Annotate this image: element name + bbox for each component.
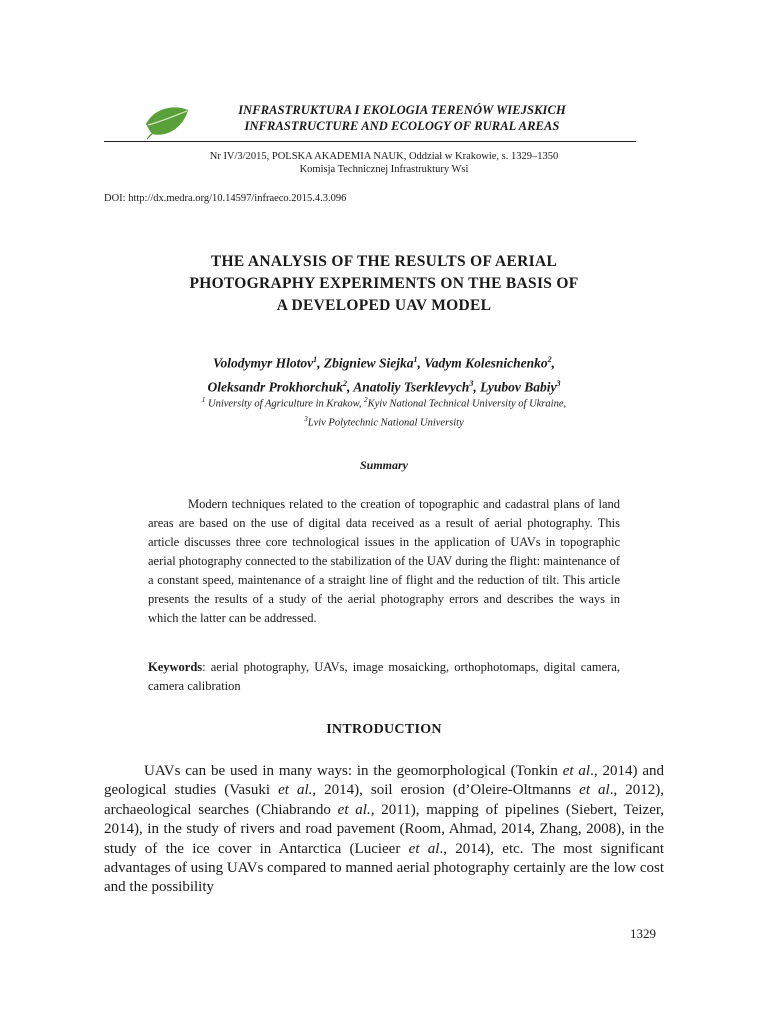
journal-header [104, 100, 636, 144]
author-name: Vadym Kolesnichenko [424, 355, 548, 371]
summary-heading: Summary [359, 458, 408, 472]
author-sep: , [317, 355, 324, 371]
title-line-2: PHOTOGRAPHY EXPERIMENTS ON THE BASIS OF [189, 275, 579, 292]
leaf-icon [144, 104, 192, 140]
intro-text-span: ., 2014) and geological studies (Vasuki [104, 763, 664, 799]
doi-link[interactable]: DOI: http://dx.medra.org/10.14597/infraeco.2015.4.3.096 [104, 193, 347, 204]
affil-sup: 1 [201, 396, 206, 404]
journal-title [202, 102, 602, 134]
journal-title-pl: INFRASTRUKTURA I EKOLOGIA TERENÓW WIEJSKICH [238, 103, 566, 117]
affiliation-1: University of Agriculture in Krakow, [205, 398, 365, 410]
author-sep: , [473, 379, 481, 394]
intro-text-span: 2011), mapping of pipelines (Siebert, Teizer, 2014), in the study of rivers and road pavement (Room, Ahmad, 2014, Zhang, 2008), in the study of the ice cover in Antarctica (Lucieer [104, 801, 665, 857]
author-affil-sup: 3 [556, 378, 561, 388]
author-name: Volodymyr Hlotov [212, 355, 314, 371]
committee-line: Komisja Technicznej Infrastruktury Wsi [299, 164, 469, 175]
title-line-1: THE ANALYSIS OF THE RESULTS OF AERIAL [210, 253, 558, 270]
page-number: 1329 [630, 926, 656, 941]
abstract-text: Modern techniques related to the creation of topographic and cadastral plans of land areas are based on the use of digital data received as a result of aerial photography. This article discusses three core technological issues in the application of UAVs in topographic aerial photography connected to the stabilization of the UAV during the flight: maintenance of a constant speed, maintenance of a straight line of flight and the reduction of tilt. This article presents the results of a study of the aerial photography errors and describes the ways in which the latter can be addressed. [148, 497, 620, 625]
intro-etal: et al., [278, 782, 317, 799]
author-sep: , [346, 379, 354, 394]
affiliation-2: Kyiv National Technical University of Ukraine, [367, 398, 567, 410]
paper-title [120, 251, 648, 317]
intro-etal: et al., [337, 801, 375, 818]
intro-etal: et al [562, 763, 591, 779]
author-name: Oleksandr Prokhorchuk [207, 379, 343, 394]
author-name: Zbigniew Siejka [323, 355, 414, 371]
header-divider [104, 141, 636, 142]
affil-sup: 3 [304, 414, 308, 423]
author-affil-sup: 2 [342, 378, 347, 388]
author-affil-sup: 2 [547, 355, 552, 364]
intro-text-span: ., 2012), archaeological searches (Chiabrando [104, 782, 664, 818]
intro-etal: et al [579, 782, 610, 799]
keywords-label: Keywords [148, 660, 203, 674]
journal-title-en: INFRASTRUCTURE AND ECOLOGY OF RURAL AREAS [244, 119, 560, 133]
intro-text-span: UAVs can be used in many ways: in the geomorphological (Tonkin [144, 763, 563, 779]
affiliation-3: Lviv Polytechnic National University [307, 417, 464, 428]
affil-sup: 2 [364, 396, 368, 404]
title-line-3: A DEVELOPED UAV MODEL [276, 297, 492, 314]
affiliation-line-2 [120, 412, 648, 431]
author-affil-sup: 1 [413, 355, 418, 364]
issue-info [104, 150, 664, 176]
issue-line: Nr IV/3/2015, POLSKA AKADEMIA NAUK, Oddział w Krakowie, s. 1329–1350 [209, 151, 559, 162]
author-affil-sup: 3 [469, 378, 474, 388]
introduction-heading: INTRODUCTION [326, 722, 442, 737]
keywords-text: : aerial photography, UAVs, image mosaicking, orthophotomaps, digital camera, camera calibration [148, 660, 620, 693]
affiliations [120, 393, 648, 430]
intro-etal: et al [408, 840, 440, 857]
intro-text-span: ., 2014), etc. The most significant advantages of using UAVs compared to manned aerial photography certainly are the low cost and the possibility [104, 840, 664, 896]
author-name: Anatoliy Tserklevych [353, 379, 470, 394]
author-name: Lyubov Babiy [480, 379, 557, 394]
author-affil-sup: 1 [313, 355, 318, 364]
intro-text-span: 2014), soil erosion (d’Oleire-Oltmanns [316, 782, 580, 799]
author-line-1 [120, 350, 648, 374]
author-sep: , [417, 355, 425, 371]
introduction-text [104, 762, 664, 898]
affiliation-line-1 [120, 393, 648, 412]
author-sep: , [551, 355, 556, 371]
keywords [148, 658, 620, 696]
author-list [120, 350, 648, 397]
